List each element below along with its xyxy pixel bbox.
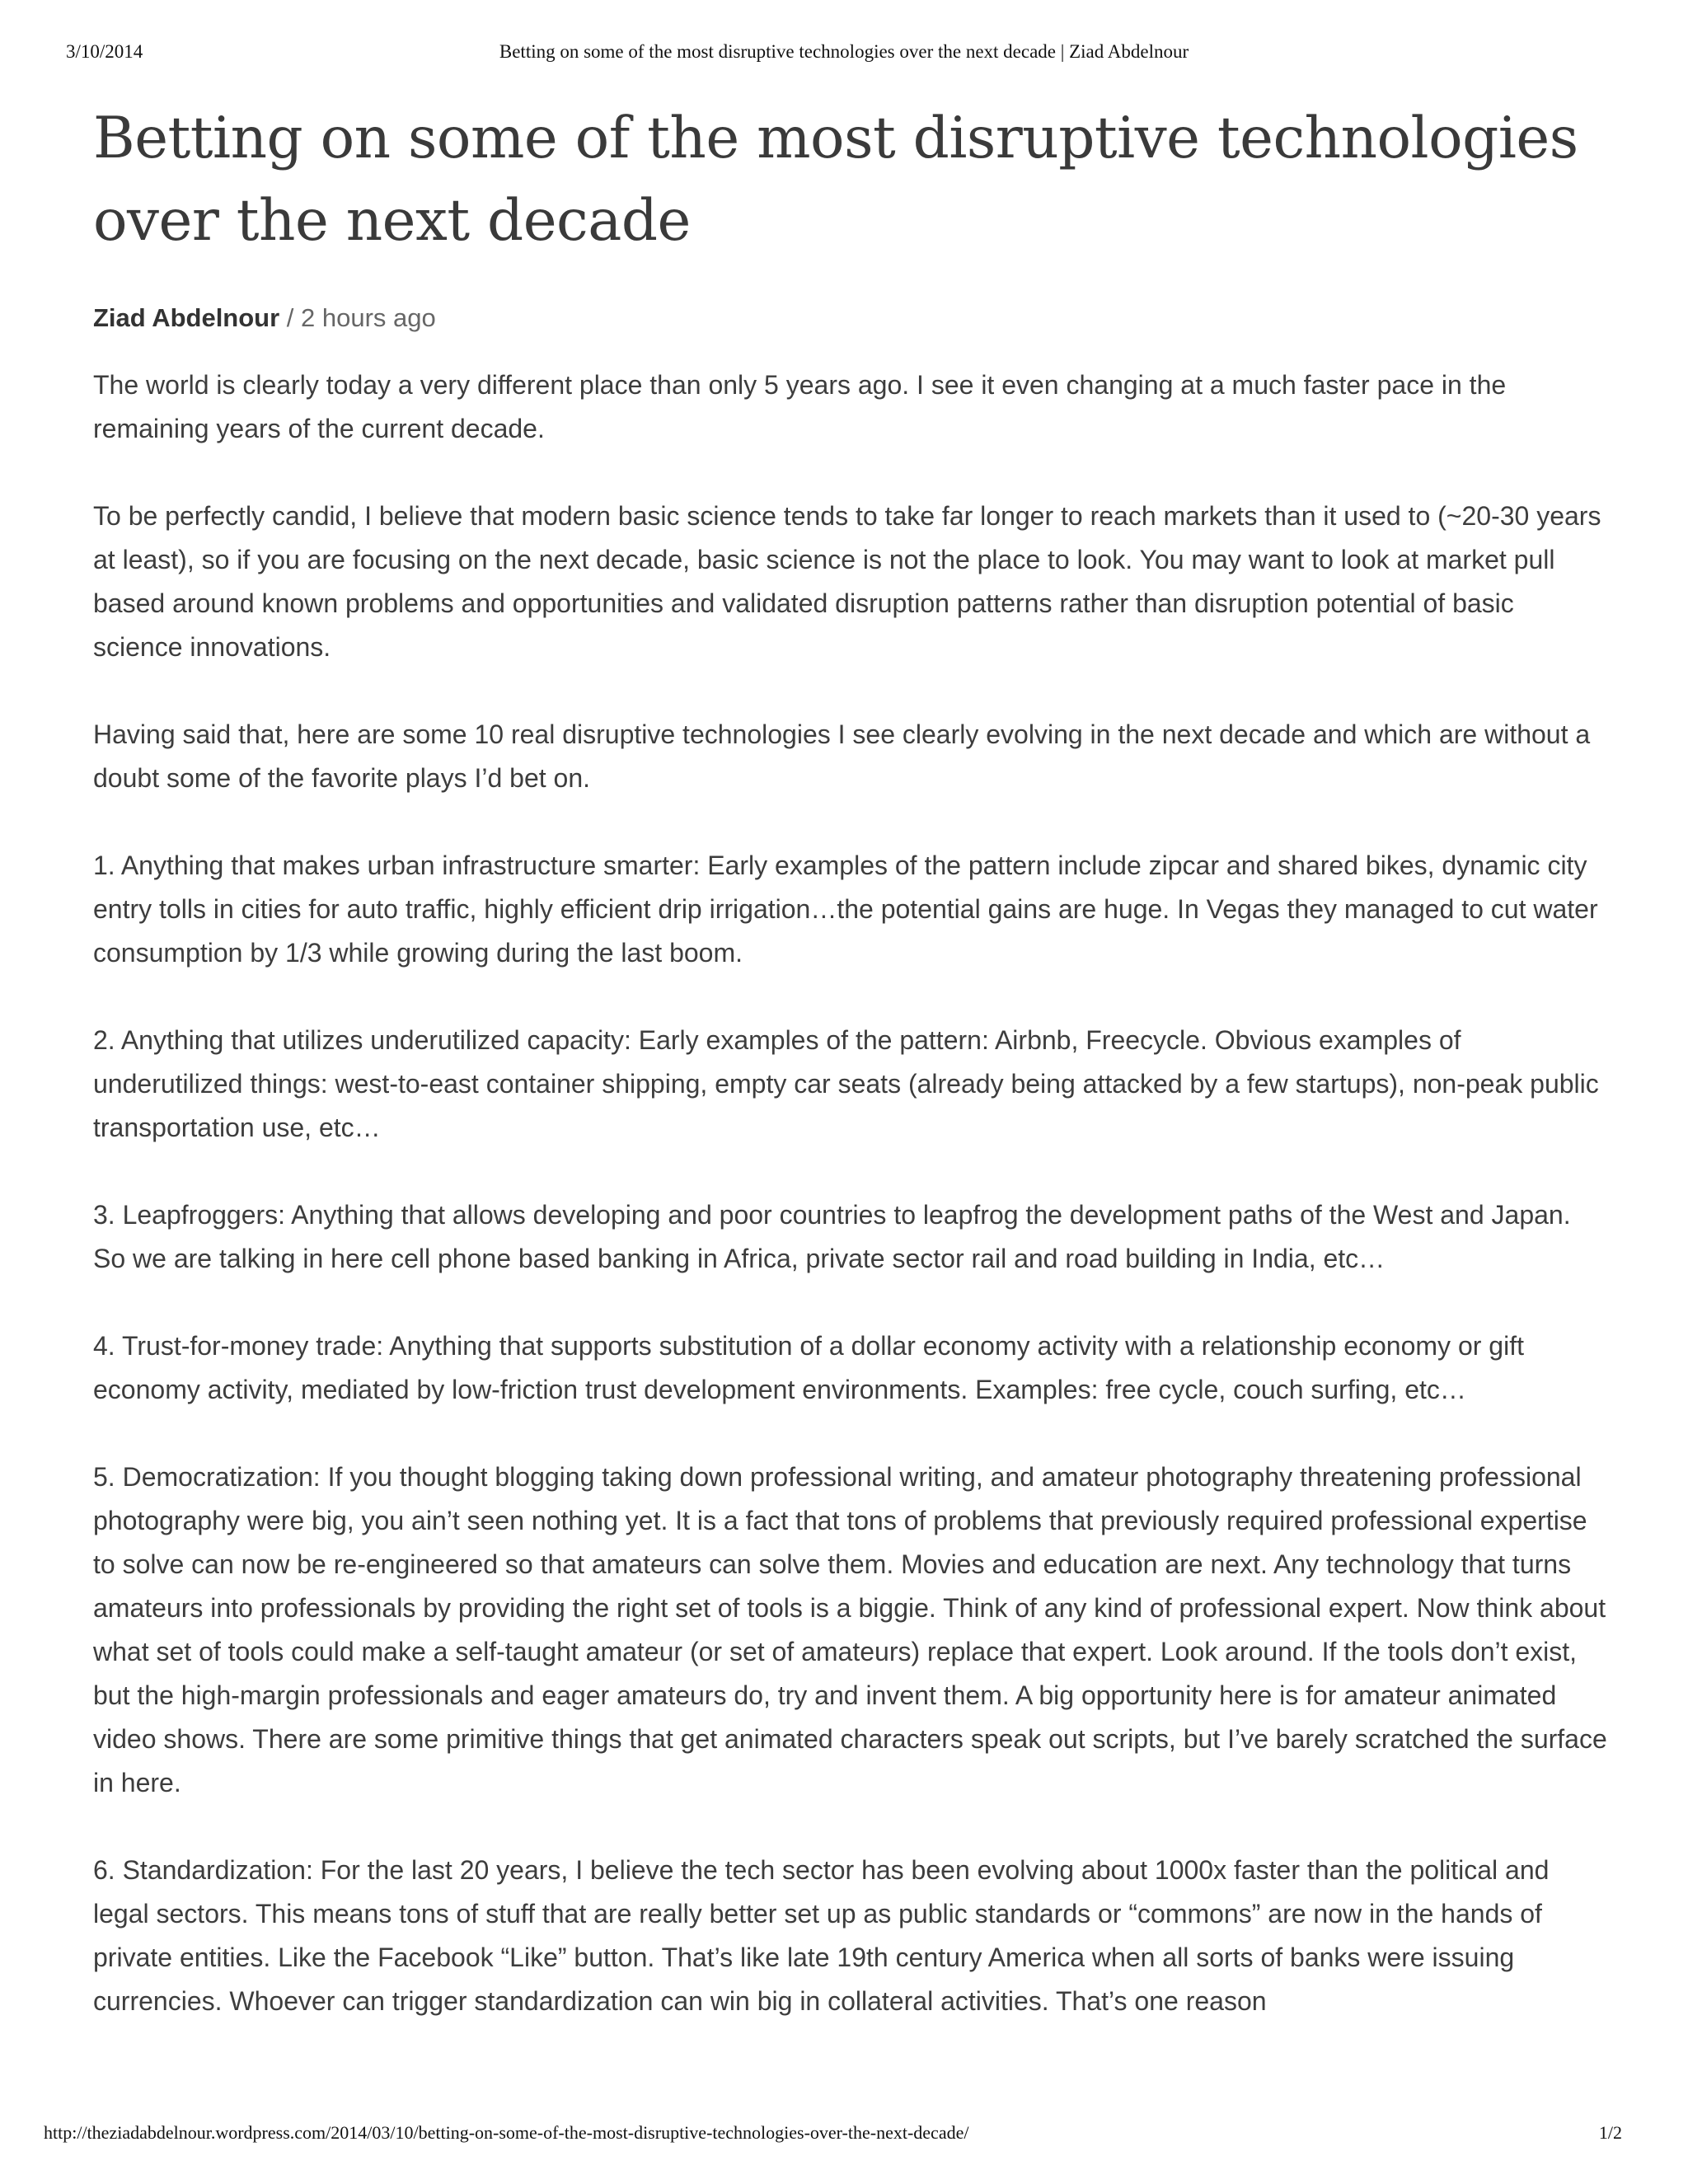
print-page-title: Betting on some of the most disruptive technologies over the next decade | Ziad Abdelnour bbox=[499, 41, 1189, 62]
paragraph-item-5: 5. Democratization: If you thought blogging taking down professional writing, and amateur photography threatening professional photography were big, you ain’t seen nothing yet. It is a fact that tons of problems that previously required professional expertise to solve can now be re-engineered so that amateurs can solve them. Movies and education are next. Any technology that turns amateurs into professionals by providing the right set of tools is a biggie. Think of any kind of professional expert. Now think about what set of tools could make a self-taught amateur (or set of amateurs) replace that expert. Look around. If the tools don’t exist, but the high-margin professionals and eager amateurs do, try and invent them. A big opportunity here is for amateur animated video shows. There are some primitive things that get animated characters speak out scripts, but I’ve barely scratched the surface in here. bbox=[93, 1462, 1607, 1797]
print-header bbox=[66, 41, 1622, 74]
print-footer bbox=[44, 2122, 1622, 2155]
paragraph-item-4: 4. Trust-for-money trade: Anything that supports substitution of a dollar economy activity with a relationship economy or gift economy activity, mediated by low-friction trust development environments. Examples: free cycle, couch surfing, etc… bbox=[93, 1331, 1524, 1404]
paragraph-having-said: Having said that, here are some 10 real disruptive technologies I see clearly evolving in the next decade and which are without a doubt some of the favorite plays I’d bet on. bbox=[93, 719, 1591, 793]
paragraph-item-3: 3. Leapfroggers: Anything that allows developing and poor countries to leapfrog the development paths of the West and Japan. So we are talking in here cell phone based banking in Africa, private sector rail and road building in India, etc… bbox=[93, 1200, 1571, 1273]
paragraph-intro: The world is clearly today a very different place than only 5 years ago. I see it even changing at a much faster pace in the remaining years of the current decade. bbox=[93, 370, 1507, 443]
page-url: http://theziadabdelnour.wordpress.com/2014/03/10/betting-on-some-of-the-most-disruptive-technologies-over-the-next-decade/ bbox=[44, 2122, 969, 2143]
paragraph-item-6: 6. Standardization: For the last 20 years, I believe the tech sector has been evolving about 1000x faster than the political and legal sectors. This means tons of stuff that are really better set up as public standards or “commons” are now in the hands of private entities. Like the Facebook “Like” button. That’s like late 19th century America when all sorts of banks were issuing currencies. Whoever can trigger standardization can win big in collateral activities. That’s one reason bbox=[93, 1855, 1550, 2016]
article-title: Betting on some of the most disruptive technologies over the next decade bbox=[93, 105, 1578, 254]
paragraph-item-2: 2. Anything that utilizes underutilized capacity: Early examples of the pattern: Airbnb, Freecycle. Obvious examples of underutilized things: west-to-east container shipping, empty car seats (already being attacked by a few startups), non-peak public transportation use, etc… bbox=[93, 1025, 1599, 1142]
byline-separator: / bbox=[279, 303, 302, 332]
post-time: 2 hours ago bbox=[301, 303, 436, 332]
paragraph-item-1: 1. Anything that makes urban infrastructure smarter: Early examples of the pattern include zipcar and shared bikes, dynamic city entry tolls in cities for auto traffic, highly efficient drip irrigation…the potential gains are huge. In Vegas they managed to cut water consumption by 1/3 while growing during the last boom. bbox=[93, 851, 1598, 968]
print-date: 3/10/2014 bbox=[66, 41, 143, 62]
article-body bbox=[93, 363, 1610, 2023]
page-number: 1/2 bbox=[1598, 2122, 1622, 2143]
article bbox=[93, 97, 1610, 2067]
author-link[interactable]: Ziad Abdelnour bbox=[93, 303, 280, 332]
byline bbox=[93, 302, 1610, 335]
paragraph-candid: To be perfectly candid, I believe that modern basic science tends to take far longer to reach markets than it used to (~20-30 years at least), so if you are focusing on the next decade, basic science is not the place to look. You may want to look at market pull based around known problems and opportunities and validated disruption patterns rather than disruption potential of basic science innovations. bbox=[93, 501, 1601, 662]
